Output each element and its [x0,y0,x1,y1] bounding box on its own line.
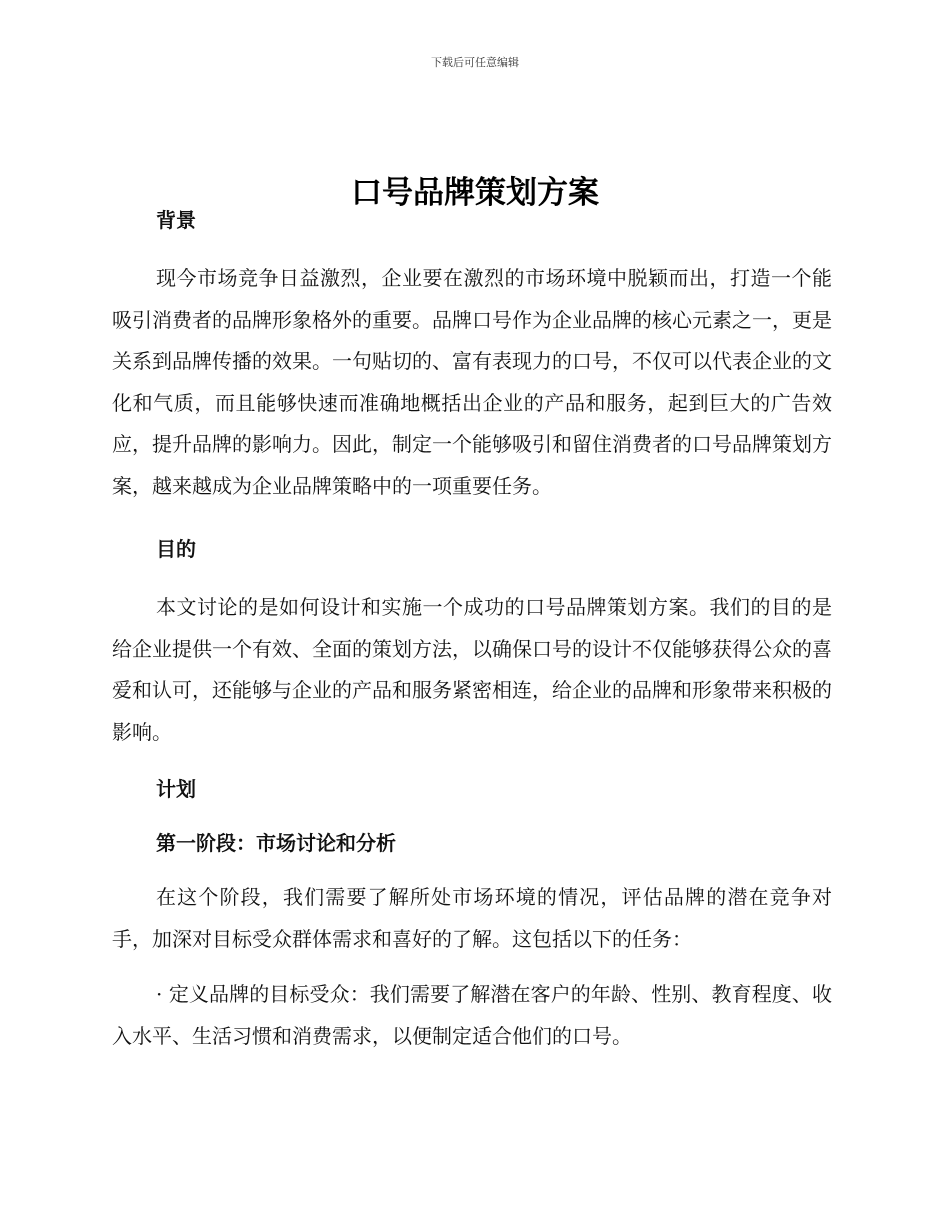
header-note: 下载后可任意编辑 [431,56,519,69]
paragraph-goal: 本文讨论的是如何设计和实施一个成功的口号品牌策划方案。我们的目的是给企业提供一个有效、全面的策划方法，以确保口号的设计不仅能够获得公众的喜爱和认可，还能够与企业的产品和服务紧密相连，给企业的品牌和形象带来积极的影响。 [112,595,832,744]
section-heading-plan: 计划 [156,777,196,801]
paragraph-background: 现今市场竞争日益激烈，企业要在激烈的市场环境中脱颖而出，打造一个能吸引消费者的品牌形象格外的重要。品牌口号作为企业品牌的核心元素之一，更是关系到品牌传播的效果。一句贴切的、富有表现力的口号，不仅可以代表企业的文化和气质，而且能够快速而准确地概括出企业的产品和服务，起到巨大的广告效应，提升品牌的影响力。因此，制定一个能够吸引和留住消费者的口号品牌策划方案，越来越成为企业品牌策略中的一项重要任务。 [112,266,832,498]
list-item: · 定义品牌的目标受众：我们需要了解潜在客户的年龄、性别、教育程度、收入水平、生活习惯和消费需求，以便制定适合他们的口号。 [112,982,832,1048]
section-heading-background: 背景 [156,208,196,232]
section-heading-goal: 目的 [156,537,196,561]
paragraph-stage1: 在这个阶段，我们需要了解所处市场环境的情况，评估品牌的潜在竞争对手，加深对目标受众群体需求和喜好的了解。这包括以下的任务： [112,885,832,951]
document-body [112,200,832,1057]
document-title: 口号品牌策划方案 [351,174,599,211]
subsection-heading-stage1: 第一阶段：市场讨论和分析 [156,831,396,855]
